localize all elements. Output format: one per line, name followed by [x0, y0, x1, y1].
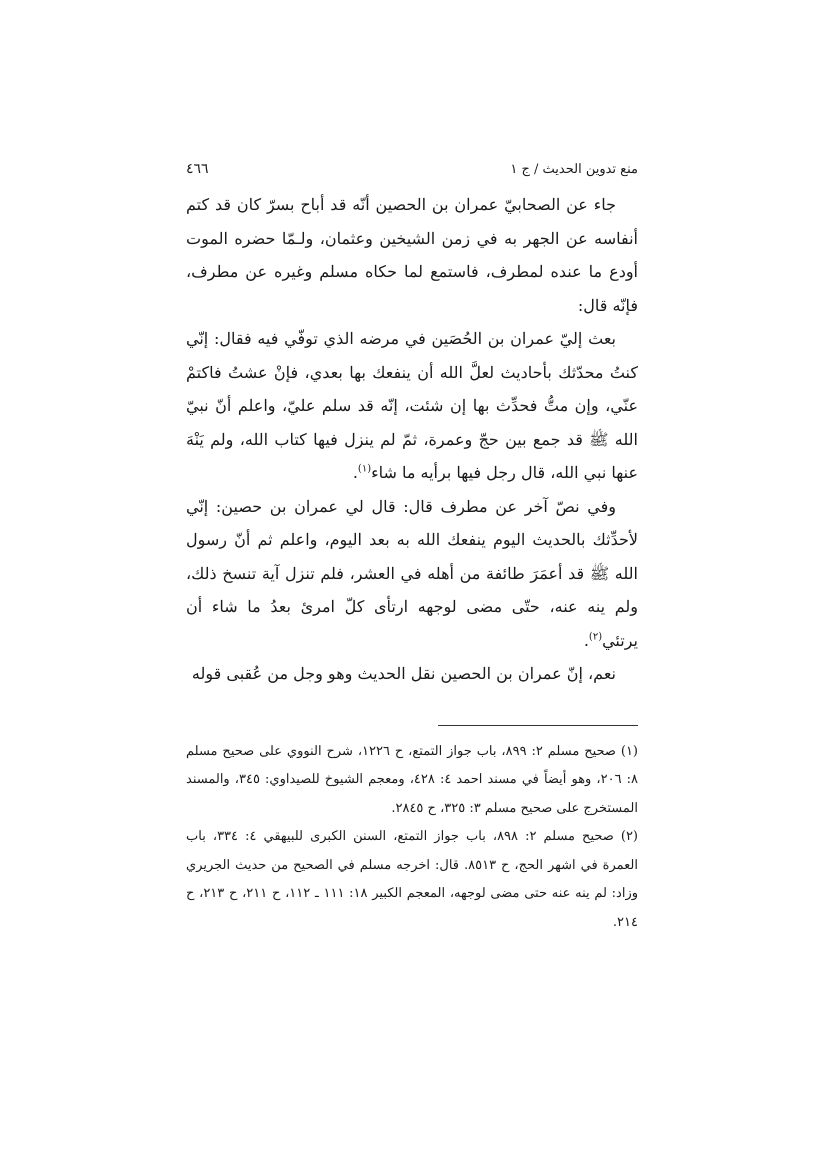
footnotes — [186, 738, 638, 938]
paragraph-2 — [186, 322, 638, 490]
footnote-ref-1: (١) — [357, 463, 372, 475]
paragraph-3-end: . — [583, 630, 589, 650]
page-header — [186, 160, 638, 182]
running-title: منع تدوين الحديث / ج ١ — [510, 162, 638, 177]
paragraph-1: جاء عن الصحابيّ عمران بن الحصين أنّه قد أباح بسرّ كان قد كتم أنفاسه عن الجهر به في زمن الشيخين وعثمان، ولـمّا حضره الموت أودع ما عنده لمطرف، فاستمع لما حكاه مسلم وغيره عن مطرف، فإنّه قال: — [186, 195, 639, 315]
book-page — [186, 160, 638, 937]
main-text — [186, 188, 638, 691]
paragraph-3 — [186, 490, 638, 658]
footnote-separator — [438, 725, 638, 726]
paragraph-2-text: بعث إليّ عمران بن الحُصَين في مرضه الذي توفّي فيه فقال: إنّي كنتُ محدّثك بأحاديث لعلَّ الله أن ينفعك بها بعدي، فإنْ عشتُ فاكتمْ عنّي، وإن متُّ فحدِّث بها إن شئت، إنّه قد سلم عليّ، واعلم أنّ نبيّ الله ﷺ قد جمع بين حجّ وعمرة، ثمّ لم ينزل فيها كتاب الله، ولم يَنْهَ عنها نبي الله، قال رجل فيها برأيه ما شاء — [186, 329, 638, 482]
page-number: ٤٦٦ — [186, 161, 209, 177]
paragraph-3-text: وفي نصّ آخر عن مطرف قال: قال لي عمران بن حصين: إنّي لأحدِّثك بالحديث اليوم ينفعك الله به بعد اليوم، واعلم ثم أنّ رسول الله ﷺ قد أعمَرَ طائفة من أهله في العشر، فلم تنزل آية تنسخ ذلك، ولم ينه عنه، حتّى مضى لوجهه ارتأى كلّ امرئ بعدُ ما شاء أن يرتئي — [186, 496, 639, 650]
paragraph-2-end: . — [352, 463, 358, 482]
paragraph-4: نعم، إنّ عمران بن الحصين نقل الحديث وهو وجل من عُقبى قوله — [191, 664, 616, 683]
footnote-1: (١) صحيح مسلم ٢: ٨٩٩، باب جواز التمتع، ح ١٢٢٦، شرح النووي على صحيح مسلم ٨: ٢٠٦، وهو أيضاً في مسند احمد ٤: ٤٢٨، ومعجم الشيوخ للصيداوي: ٣٤٥، والمسند المستخرج على صحيح مسلم ٣: ٣٢٥، ح ٢٨٤٥. — [186, 743, 638, 816]
footnote-ref-2: (٢) — [588, 631, 603, 643]
footnote-2: (٢) صحيح مسلم ٢: ٨٩٨، باب جواز التمتع، السنن الكبرى للبيهقي ٤: ٣٣٤، باب العمرة في اشهر الحج، ح ٨٥١٣. قال: اخرجه مسلم في الصحيح من حديث الجريري وزاد: لم ينه عنه حتى مضى لوجهه، المعجم الكبير ١٨: ١١١ ـ ١١٢، ح ٢١١، ح ٢١٣، ح ٢١٤. — [186, 829, 638, 930]
